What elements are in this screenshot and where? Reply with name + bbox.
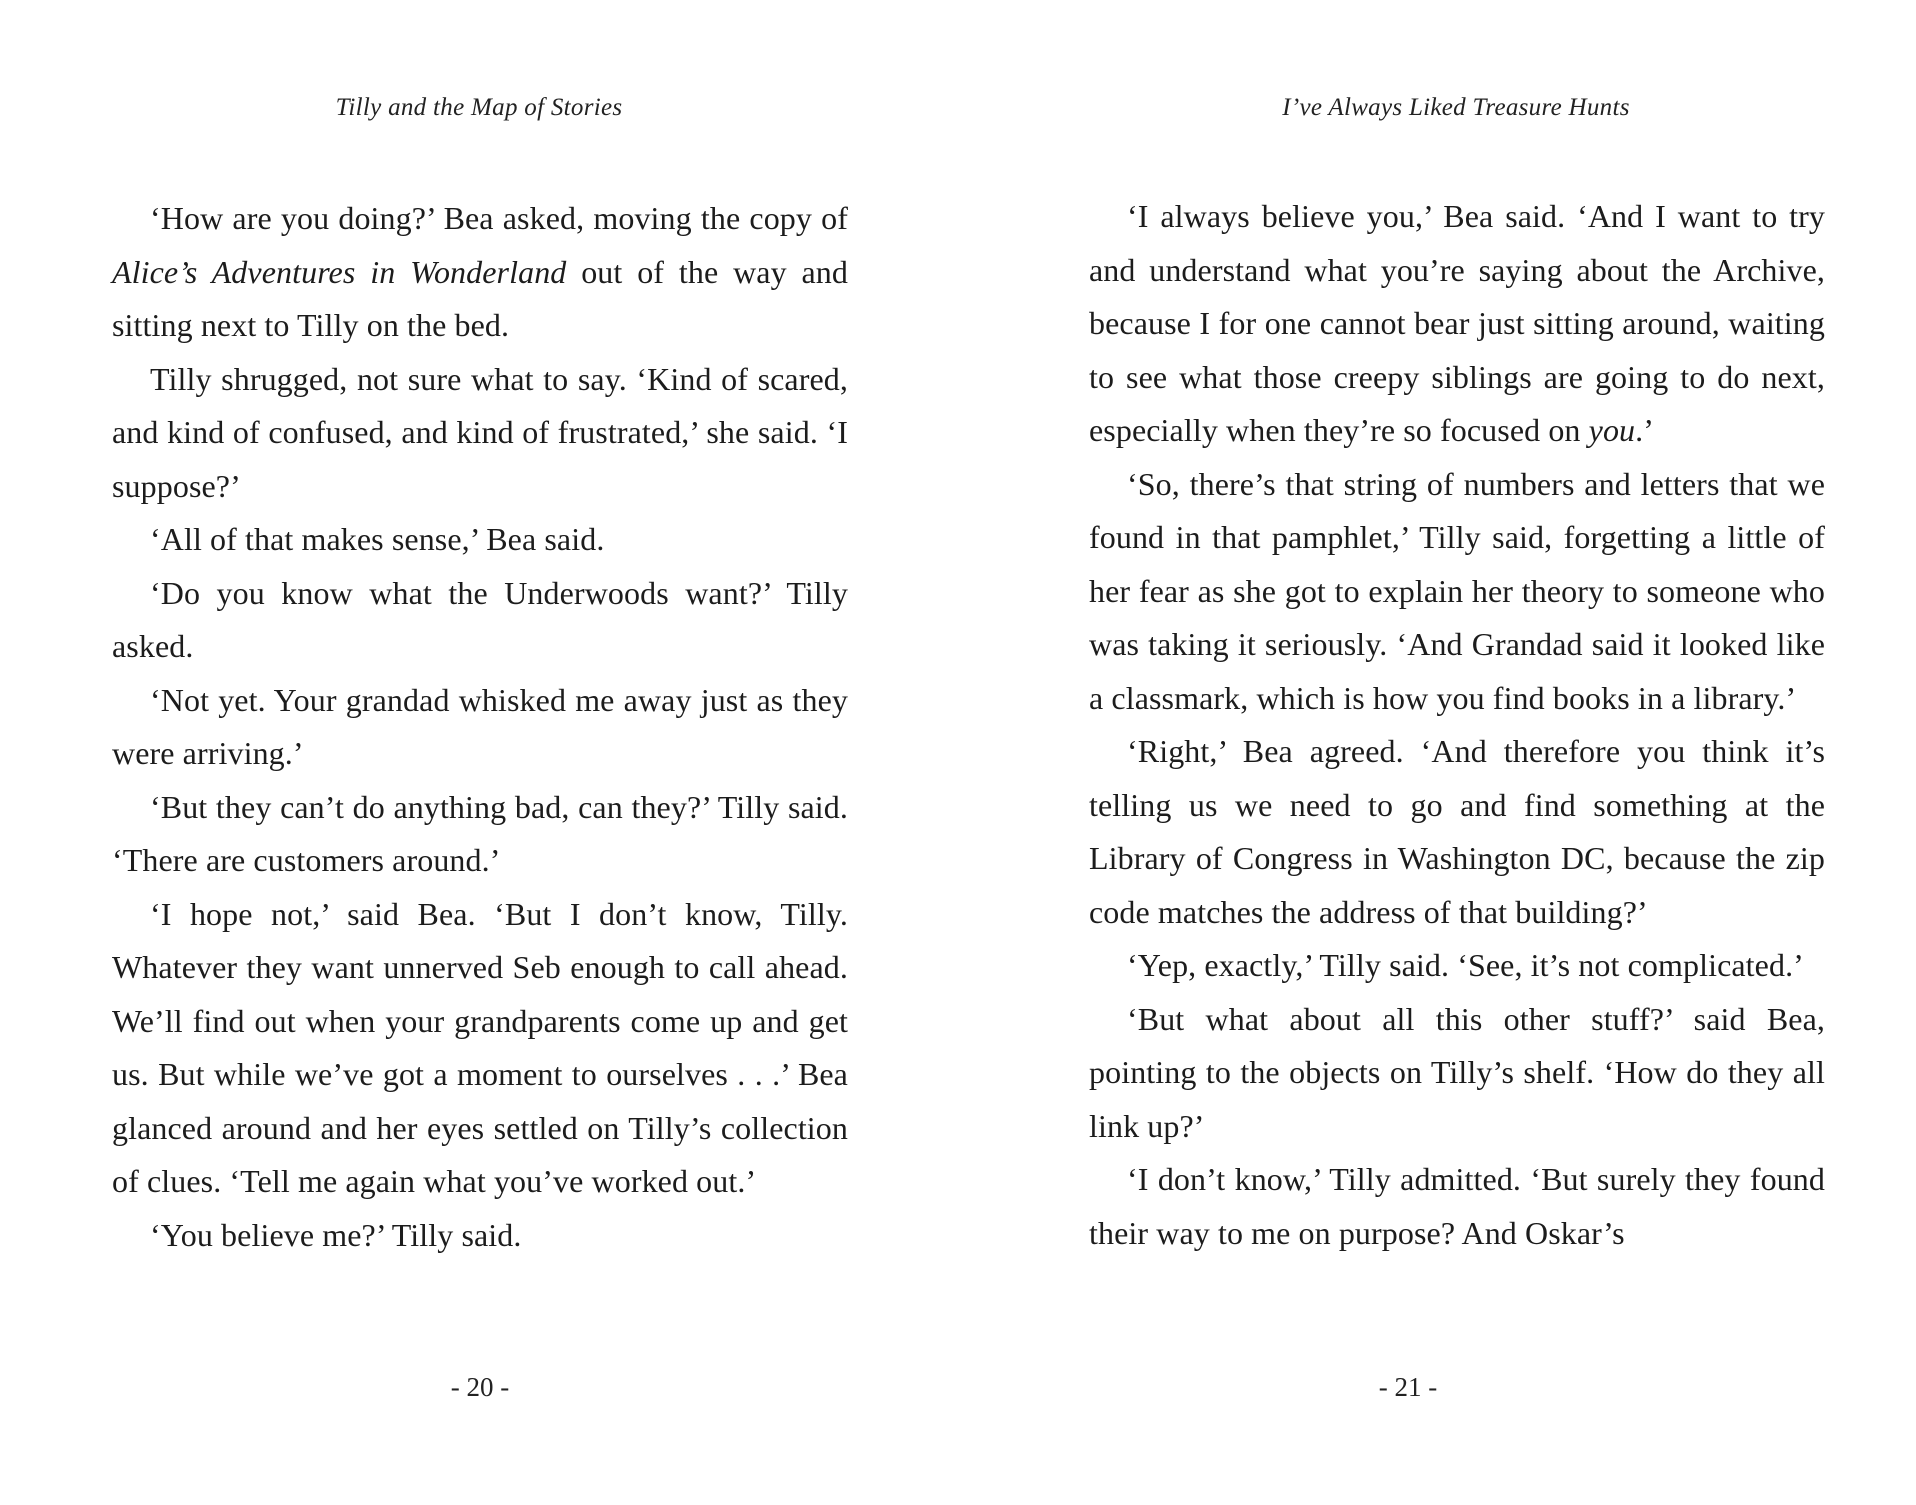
paragraph: ‘All of that makes sense,’ Bea said.	[150, 521, 605, 557]
paragraph: ‘Not yet. Your grandad whisked me away just as they were arriving.’	[112, 681, 848, 771]
running-head-chapter-title: I’ve Always Liked Treasure Hunts	[1282, 94, 1630, 121]
paragraph: ‘But they can’t do anything bad, can they?’ Tilly said. ‘There are customers around.’	[112, 788, 848, 878]
paragraph: ‘But what about all this other stuff?’ said Bea, pointing to the objects on Tilly’s shelf. ‘How do they all link up?’	[1089, 1000, 1825, 1144]
paragraph: ‘Right,’ Bea agreed. ‘And therefore you think it’s telling us we need to go and find something at the Library of Congress in Washington DC, because the zip code matches the address of that building?’	[1089, 733, 1825, 930]
paragraph: ‘So, there’s that string of numbers and letters that we found in that pamphlet,’ Tilly said, forgetting a little of her fear as she got to explain her theory to someone who was taking it seriously. ‘And Grandad said it looked like a classmark, which is how you find books in a library.’	[1089, 465, 1825, 716]
right-page-body	[1089, 190, 1825, 1260]
book-title-italic: Alice’s Adventures in Wonderland	[112, 253, 567, 290]
page-number: - 21 -	[1378, 1372, 1438, 1402]
paragraph-text: ‘How are you doing?’ Bea asked, moving the copy of	[150, 200, 848, 236]
paragraph-text: out of the way and sitting next to Tilly on the bed.	[112, 253, 848, 343]
paragraph: ‘I don’t know,’ Tilly admitted. ‘But surely they found their way to me on purpose? And Oskar’s	[1089, 1161, 1825, 1251]
paragraph: Tilly shrugged, not sure what to say. ‘Kind of scared, and kind of confused, and kind of frustrated,’ she said. ‘I suppose?’	[112, 360, 848, 504]
paragraph	[1089, 190, 1825, 458]
paragraph: ‘You believe me?’ Tilly said.	[150, 1216, 522, 1253]
paragraph: ‘Yep, exactly,’ Tilly said. ‘See, it’s not complicated.’	[1127, 947, 1804, 983]
paragraph	[112, 192, 848, 353]
emphasis-italic: you	[1588, 412, 1636, 448]
paragraph-text: .’	[1635, 412, 1655, 448]
paragraph: ‘I hope not,’ said Bea. ‘But I don’t know, Tilly. Whatever they want unnerved Seb enough to call ahead. We’ll find out when your grandparents come up and get us. But while we’ve got a moment to ourselves . . .’ Bea glanced around and her eyes settled on Tilly’s collection of clues. ‘Tell me again what you’ve worked out.’	[112, 895, 848, 1199]
paragraph-text: ‘I always believe you,’ Bea said. ‘And I want to try and understand what you’re saying about the Archive, because I for one cannot bear just sitting around, waiting to see what those creepy siblings are going to do next, especially when they’re so focused on	[1089, 198, 1825, 448]
page-number: - 20 -	[450, 1372, 510, 1402]
left-page-body	[112, 192, 848, 1262]
paragraph: ‘Do you know what the Underwoods want?’ Tilly asked.	[112, 574, 848, 664]
right-page	[958, 0, 1916, 1505]
running-head-book-title: Tilly and the Map of Stories	[335, 94, 623, 121]
